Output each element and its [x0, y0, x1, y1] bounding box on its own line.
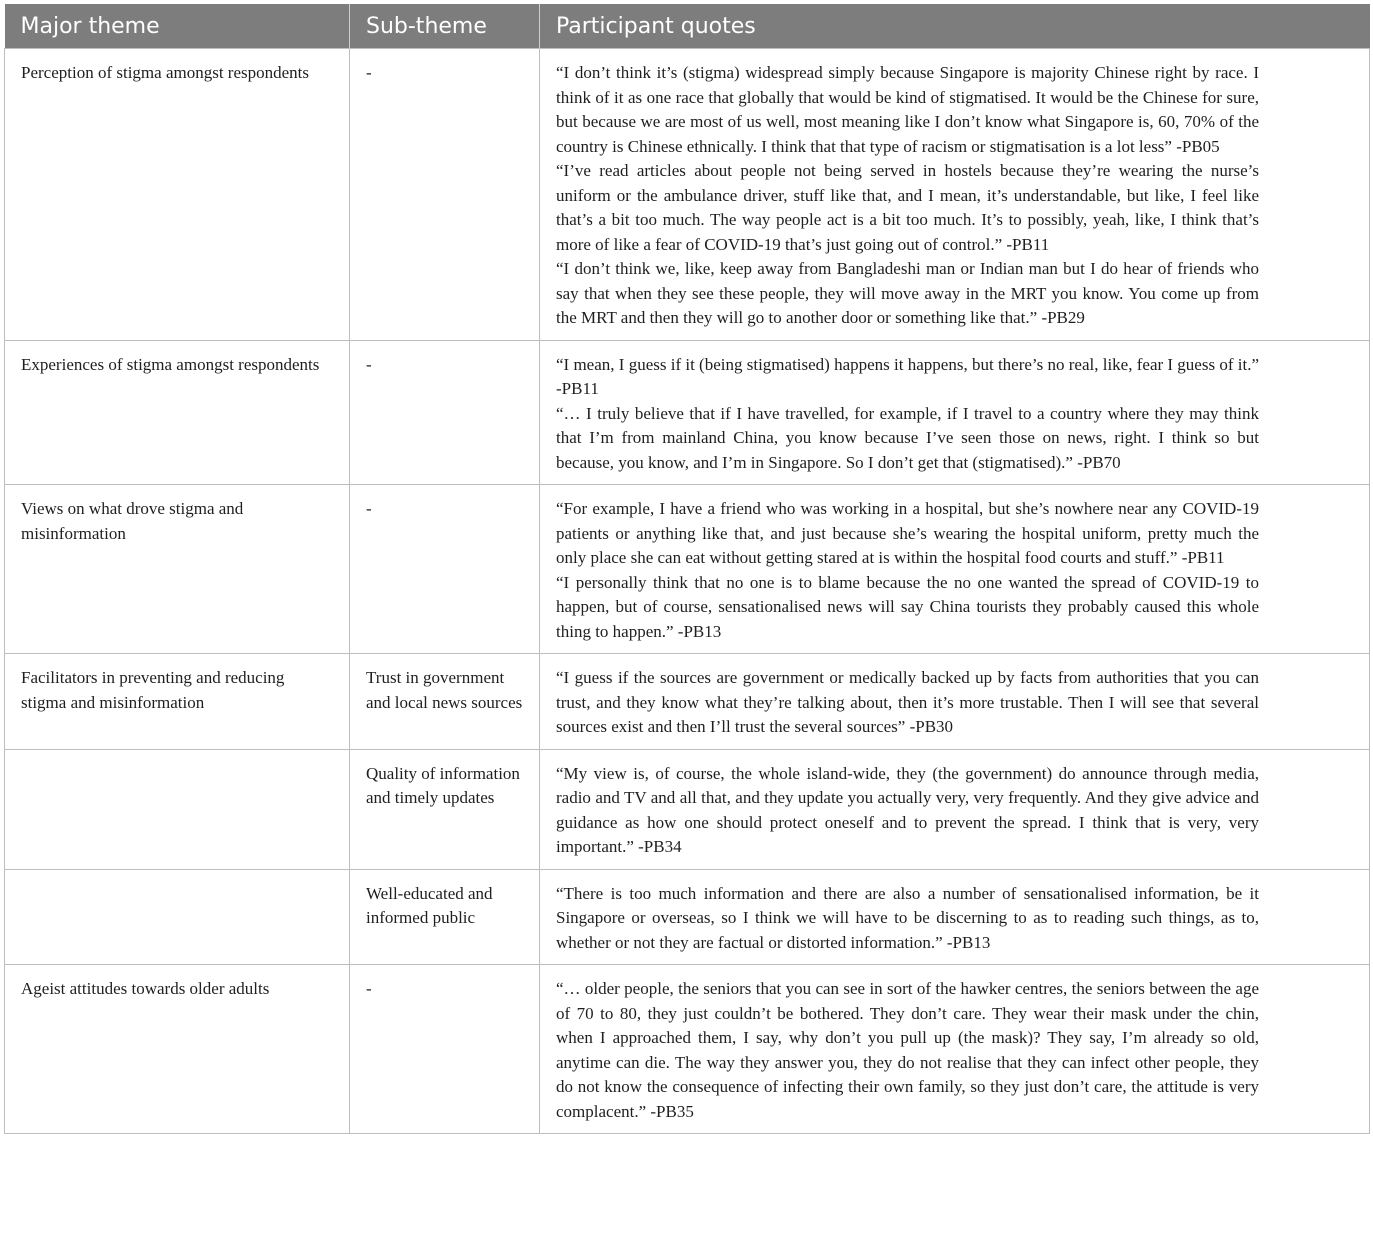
sub-theme-cell: -	[350, 340, 540, 485]
table-row	[5, 749, 1370, 869]
table-row	[5, 654, 1370, 750]
quotes-cell	[540, 965, 1370, 1134]
header-participant-quotes: Participant quotes	[540, 4, 1370, 49]
table-row	[5, 49, 1370, 341]
participant-quote: “There is too much information and there are also a number of sensationalised information, be it Singapore or overseas, so I think we will have to be discerning to as to reading such things, as to, whether or not they are factual or distorted information.” -PB13	[556, 883, 1259, 952]
major-theme-cell: Perception of stigma amongst respondents	[5, 49, 350, 341]
participant-quote: “… I truly believe that if I have travelled, for example, if I travel to a country where they may think that I’m from mainland China, you know because I’ve seen those on news, right. I think so but because, you know, and I’m in Singapore. So I don’t get that (stigmatised).” -PB70	[556, 403, 1259, 472]
participant-quote: “I don’t think it’s (stigma) widespread simply because Singapore is majority Chinese right by race. I think of it as one race that globally that would be kind of stigmatised. It would be the Chinese for sure, but because we are most of us well, most meaning like I don’t know what Singapore is, 60, 70% of the country is Chinese ethnically. I think that that type of racism or stigmatisation is a lot less” -PB05	[556, 63, 1259, 156]
table-row	[5, 485, 1370, 654]
sub-theme-cell: Trust in government and local news sources	[350, 654, 540, 750]
major-theme-cell	[5, 749, 350, 869]
quotes-cell	[540, 340, 1370, 485]
participant-quote: “My view is, of course, the whole island-wide, they (the government) do announce through media, radio and TV and all that, and they update you actually very, very frequently. And they give advice and guidance as how one should protect oneself and to prevent the spread. I think that is very, very important.” -PB34	[556, 763, 1259, 856]
participant-quote: “For example, I have a friend who was working in a hospital, but she’s nowhere near any COVID-19 patients or anything like that, and just because she’s wearing the hospital uniform, pretty much the only place she can eat without getting stared at is within the hospital food courts and stuff.” -PB11	[556, 499, 1259, 567]
themes-table	[4, 4, 1370, 1134]
sub-theme-cell: -	[350, 485, 540, 654]
participant-quote: “I don’t think we, like, keep away from Bangladeshi man or Indian man but I do hear of friends who say that when they see these people, they will move away in the MRT you know. You come up from the MRT and then they will go to another door or something like that.” -PB29	[556, 259, 1259, 327]
major-theme-cell: Experiences of stigma amongst respondents	[5, 340, 350, 485]
header-row	[5, 4, 1370, 49]
header-major-theme: Major theme	[5, 4, 350, 49]
participant-quote: “I’ve read articles about people not being served in hostels because they’re wearing the nurse’s uniform or the ambulance driver, stuff like that, and I mean, it’s understandable, but like, I feel like that’s a bit too much. The way people act is a bit too much. It’s to possibly, yeah, like, I think that’s more of like a fear of COVID-19 that’s just going out of control.” -PB11	[556, 161, 1259, 254]
quotes-cell	[540, 869, 1370, 965]
participant-quote: “I personally think that no one is to blame because the no one wanted the spread of COVID-19 to happen, but of course, sensationalised news will say China tourists they probably caused this whole thing to happen.” -PB13	[556, 572, 1259, 641]
major-theme-cell: Views on what drove stigma and misinformation	[5, 485, 350, 654]
major-theme-cell	[5, 869, 350, 965]
participant-quote: “I guess if the sources are government or medically backed up by facts from authorities that you can trust, and they know what they’re talking about, then it’s more trustable. Then I will see that several sources exist and then I’ll trust the several sources” -PB30	[556, 668, 1259, 736]
participant-quote: “I mean, I guess if it (being stigmatised) happens it happens, but there’s no real, like, fear I guess of it.” -PB11	[556, 354, 1259, 398]
table-row	[5, 965, 1370, 1134]
major-theme-cell: Ageist attitudes towards older adults	[5, 965, 350, 1134]
sub-theme-cell: -	[350, 965, 540, 1134]
table-row	[5, 869, 1370, 965]
participant-quote: “… older people, the seniors that you can see in sort of the hawker centres, the seniors between the age of 70 to 80, they just couldn’t be bothered. They don’t care. They wear their mask under the chin, when I approached them, I say, why don’t you pull up (the mask)? They say, I’m already so old, anytime can die. The way they answer you, they do not realise that they can infect other people, they do not know the consequence of infecting their own family, so they just don’t care, the attitude is very complacent.” -PB35	[556, 979, 1259, 1121]
table-row	[5, 340, 1370, 485]
header-sub-theme: Sub-theme	[350, 4, 540, 49]
quotes-cell	[540, 485, 1370, 654]
quotes-cell	[540, 49, 1370, 341]
sub-theme-cell: Quality of information and timely updates	[350, 749, 540, 869]
sub-theme-cell: Well-educated and informed public	[350, 869, 540, 965]
quotes-cell	[540, 654, 1370, 750]
sub-theme-cell: -	[350, 49, 540, 341]
major-theme-cell: Facilitators in preventing and reducing stigma and misinformation	[5, 654, 350, 750]
quotes-cell	[540, 749, 1370, 869]
